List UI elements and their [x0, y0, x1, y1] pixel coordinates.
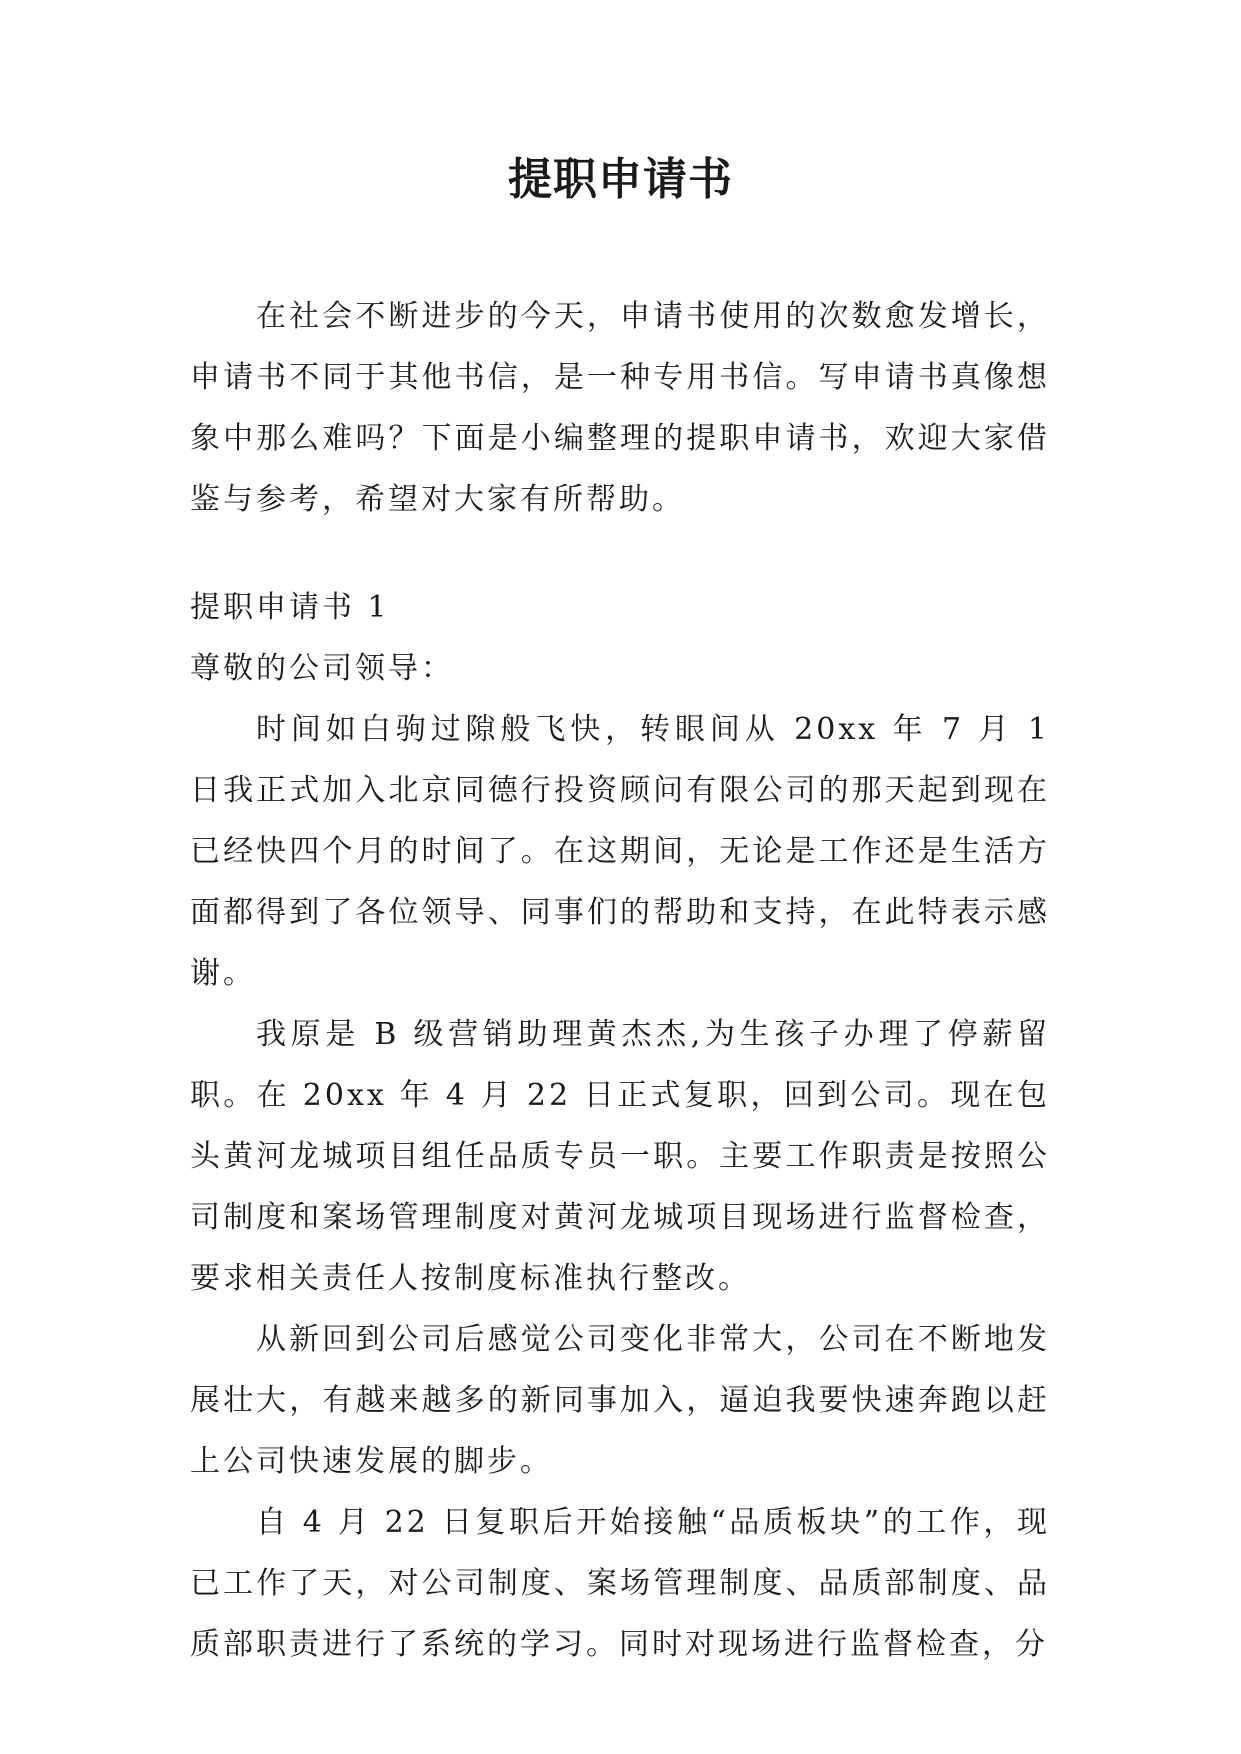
- section-heading: 提职申请书 1: [190, 590, 390, 625]
- document-title: 提职申请书: [508, 154, 733, 205]
- intro-paragraph: 在社会不断进步的今天，申请书使用的次数愈发增长，申请书不同于其他书信，是一种专用书信。写申请书真像想象中那么难吗？下面是小编整理的提职申请书，欢迎大家借鉴与参考，希望对大家有所帮助。: [190, 299, 1050, 517]
- intro-block: [190, 286, 1050, 530]
- letter-paragraph: 我原是 B 级营销助理黄杰杰,为生孩子办理了停薪留职。在 20xx 年 4 月 22 日正式复职，回到公司。现在包头黄河龙城项目组任品质专员一职。主要工作职责是按照公司制度和案场管理制度对黄河龙城项目现场进行监督检查，要求相关责任人按制度标准执行整改。: [190, 1017, 1050, 1296]
- letter-paragraph: 自 4 月 22 日复职后开始接触“品质板块”的工作，现已工作了天，对公司制度、案场管理制度、品质部制度、品质部职责进行了系统的学习。同时对现场进行监督检查，分: [190, 1505, 1050, 1662]
- letter-paragraph: 时间如白驹过隙般飞快，转眼间从 20xx 年 7 月 1 日我正式加入北京同德行投资顾问有限公司的那天起到现在已经快四个月的时间了。在这期间，无论是工作还是生活方面都得到了各位领导、同事们的帮助和支持，在此特表示感谢。: [190, 712, 1050, 991]
- letter-block: [190, 577, 1050, 1675]
- salutation: 尊敬的公司领导：: [190, 651, 454, 686]
- letter-paragraph: 从新回到公司后感觉公司变化非常大，公司在不断地发展壮大，有越来越多的新同事加入，逼迫我要快速奔跑以赶上公司快速发展的脚步。: [190, 1322, 1050, 1479]
